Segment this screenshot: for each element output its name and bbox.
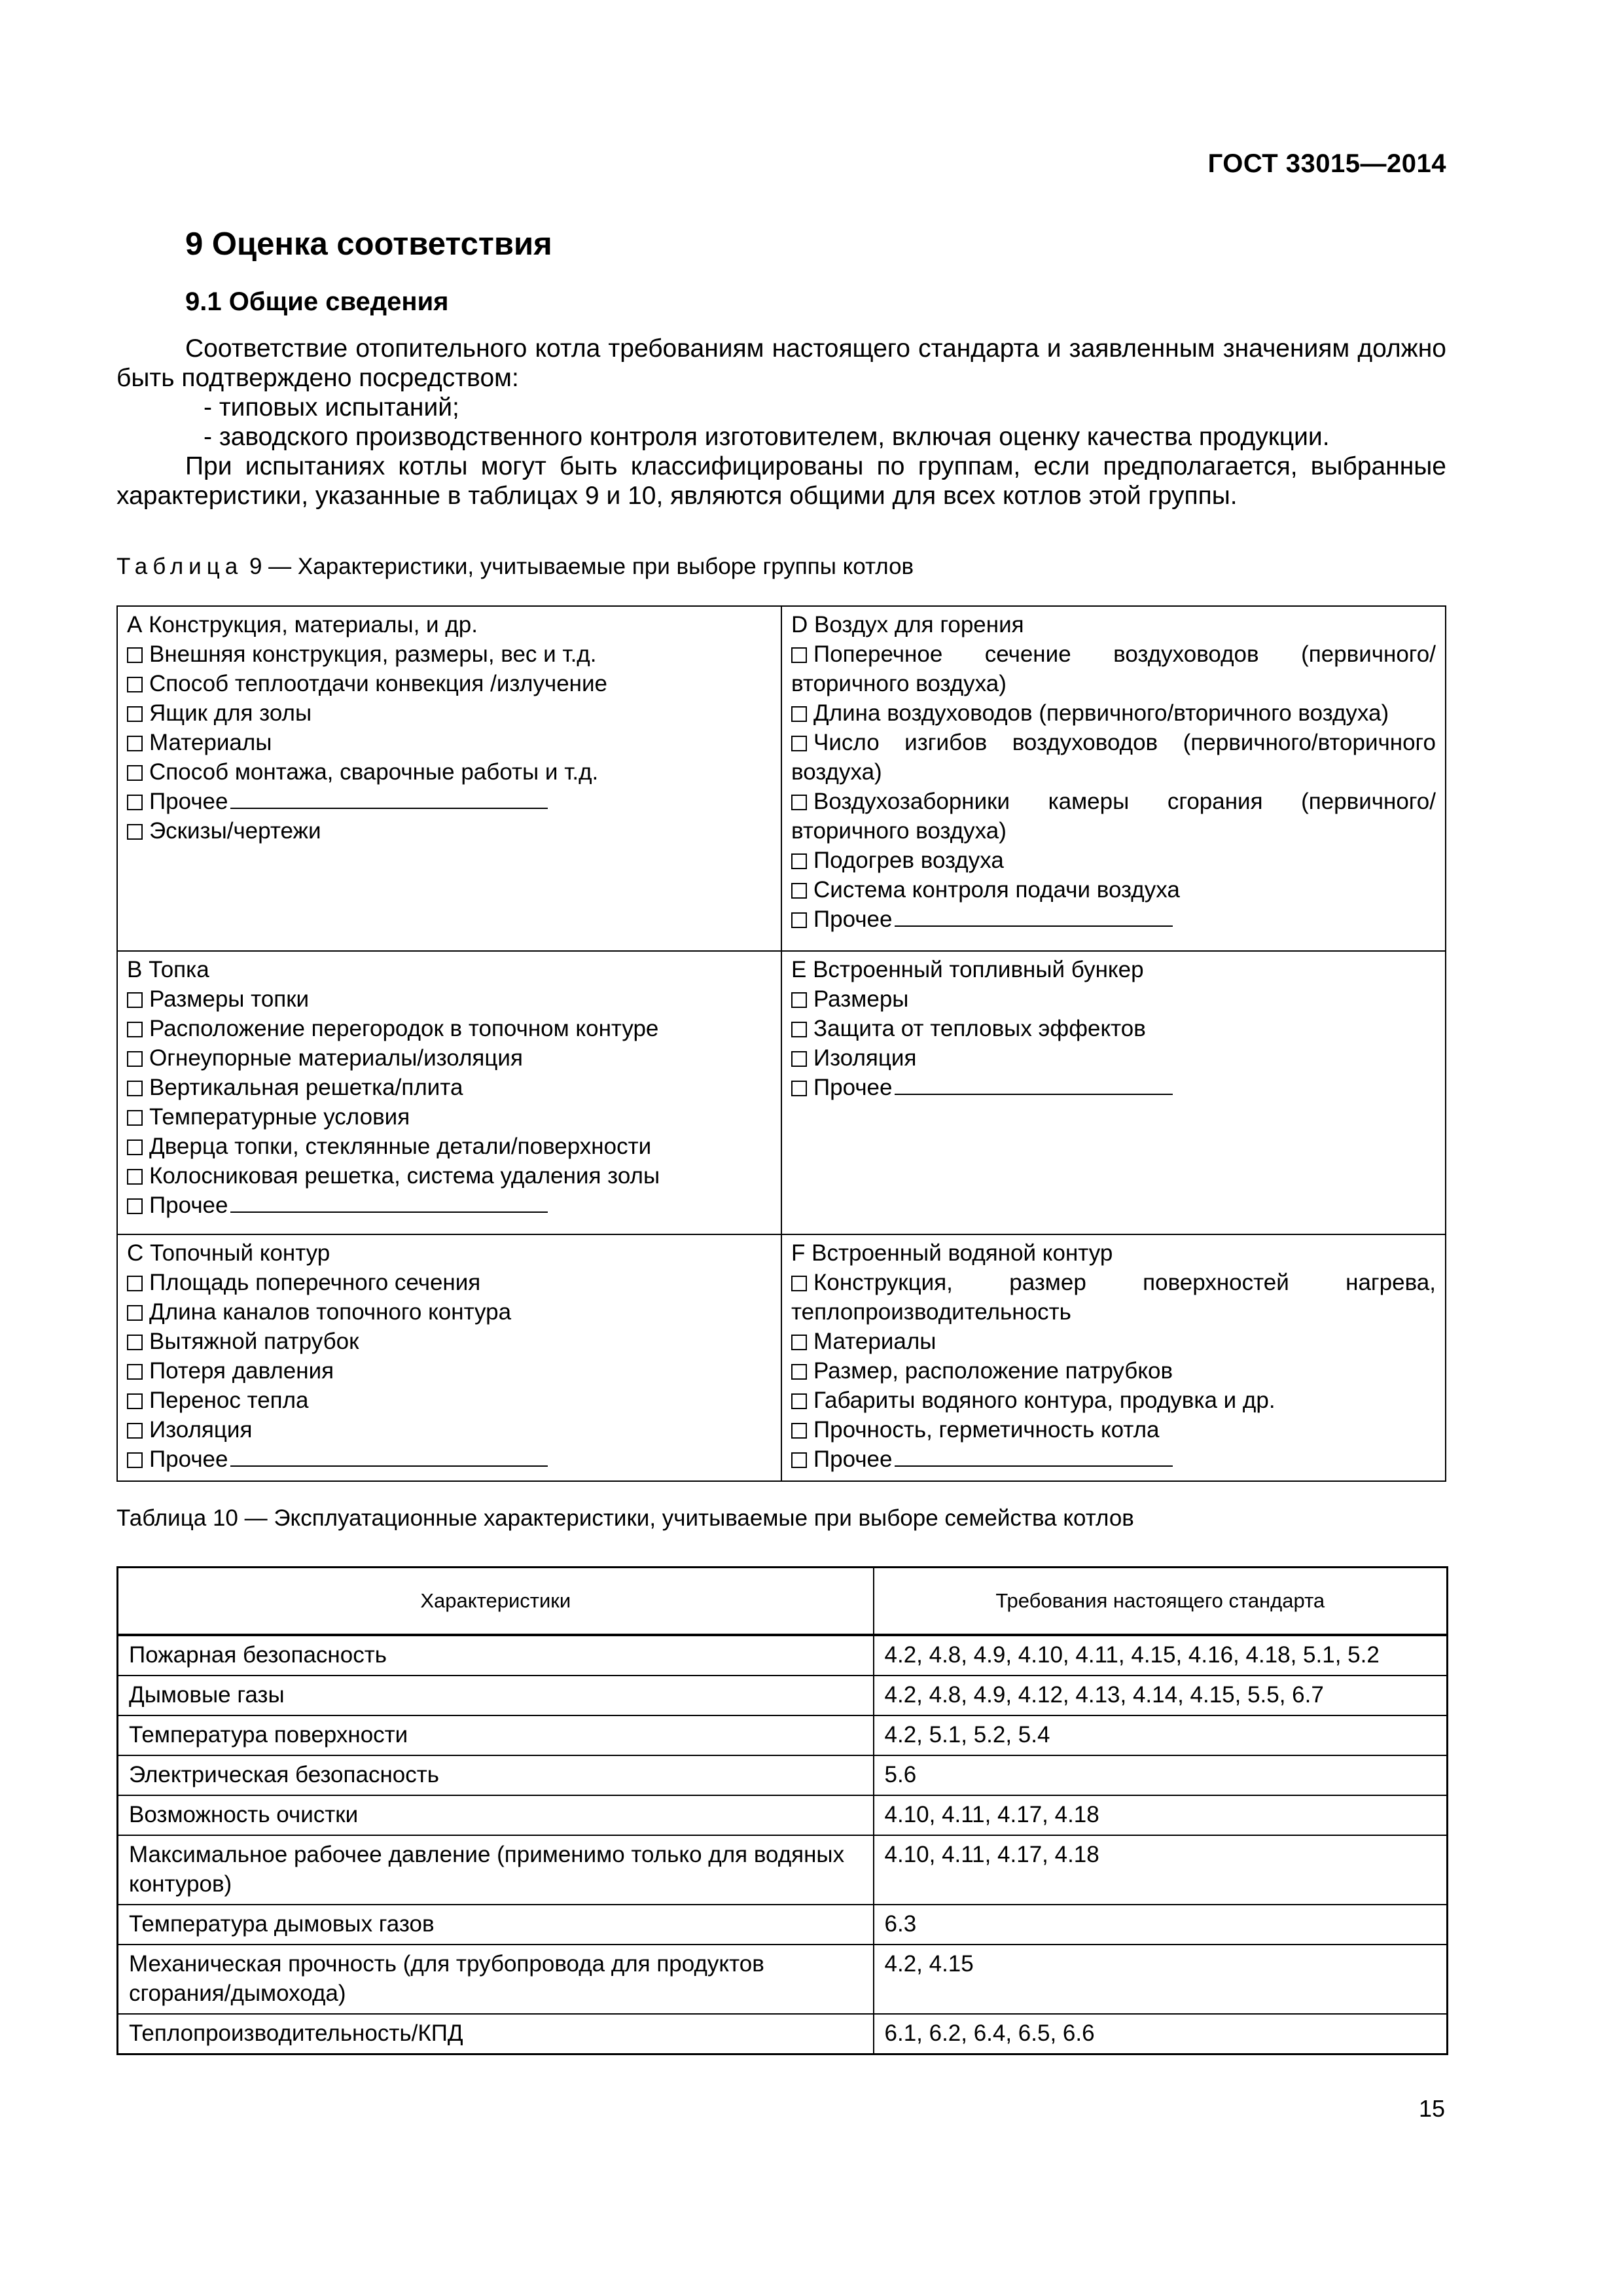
- checkbox-icon: [127, 824, 143, 840]
- checkbox-icon: [127, 1022, 143, 1037]
- checkbox-item: [127, 1415, 772, 1444]
- checkbox-item: [791, 984, 1436, 1014]
- checkbox-label: Материалы: [813, 1329, 936, 1354]
- table-row: [118, 1835, 1448, 1905]
- checkbox-item: [127, 1073, 772, 1102]
- fill-in-line: [895, 1094, 1173, 1095]
- checkbox-label: Колосниковая решетка, система удаления золы: [149, 1163, 660, 1189]
- checkbox-item: [791, 1327, 1436, 1356]
- fill-in-line: [230, 808, 548, 809]
- checkbox-icon: [127, 1276, 143, 1291]
- checkbox-label: Расположение перегородок в топочном контуре: [149, 1016, 659, 1041]
- checkbox-label: Прочее: [813, 906, 893, 932]
- checkbox-item: [791, 905, 1436, 934]
- checkbox-item: [791, 728, 1436, 787]
- characteristic-cell: Теплопроизводительность/КПД: [118, 2014, 874, 2054]
- characteristic-cell: Пожарная безопасность: [118, 1635, 874, 1676]
- requirement-cell: 6.3: [874, 1905, 1448, 1945]
- checkbox-item: [127, 984, 772, 1014]
- checkbox-item: [791, 1043, 1436, 1073]
- group-cell-c: [117, 1234, 781, 1481]
- checkbox-item: [127, 1161, 772, 1191]
- characteristic-cell: Дымовые газы: [118, 1676, 874, 1715]
- checkbox-icon: [791, 1051, 807, 1067]
- page-number: 15: [1418, 2095, 1445, 2122]
- requirement-cell: 5.6: [874, 1755, 1448, 1795]
- checkbox-item: [127, 1132, 772, 1161]
- table-row: [117, 951, 1446, 1234]
- table-10: [116, 1566, 1448, 2055]
- checkbox-icon: [127, 1169, 143, 1185]
- group-title: F Встроенный водяной контур: [791, 1240, 1113, 1266]
- characteristic-cell: Механическая прочность (для трубопровода для продуктов сгорания/дымохода): [118, 1945, 874, 2014]
- checkbox-icon: [791, 912, 807, 928]
- requirement-cell: 4.10, 4.11, 4.17, 4.18: [874, 1795, 1448, 1835]
- table9-caption: [116, 554, 914, 580]
- requirement-cell: 4.2, 4.15: [874, 1945, 1448, 2014]
- checkbox-icon: [791, 992, 807, 1008]
- checkbox-item: [127, 1444, 772, 1474]
- checkbox-item: [791, 1444, 1436, 1474]
- checkbox-label: Внешняя конструкция, размеры, вес и т.д.: [149, 641, 597, 667]
- checkbox-item: [791, 1386, 1436, 1415]
- checkbox-label: Ящик для золы: [149, 700, 312, 726]
- column-header-requirements: Требования настоящего стандарта: [874, 1568, 1448, 1636]
- checkbox-label: Вытяжной патрубок: [149, 1329, 359, 1354]
- checkbox-label: Перенос тепла: [149, 1388, 309, 1413]
- body-text: [116, 334, 1446, 511]
- checkbox-icon: [127, 1335, 143, 1350]
- group-cell-f: [781, 1234, 1446, 1481]
- requirement-cell: 4.10, 4.11, 4.17, 4.18: [874, 1835, 1448, 1905]
- checkbox-item: [791, 639, 1436, 698]
- requirement-cell: 4.2, 5.1, 5.2, 5.4: [874, 1715, 1448, 1755]
- requirement-cell: 6.1, 6.2, 6.4, 6.5, 6.6: [874, 2014, 1448, 2054]
- document-code: ГОСТ 33015—2014: [1207, 149, 1446, 178]
- checkbox-label: Площадь поперечного сечения: [149, 1270, 481, 1295]
- group-cell-a: [117, 606, 781, 951]
- checkbox-label: Прочность, герметичность котла: [813, 1417, 1160, 1443]
- checkbox-item: [127, 787, 772, 816]
- checkbox-icon: [791, 1022, 807, 1037]
- checkbox-item: [791, 1268, 1436, 1327]
- checkbox-icon: [791, 853, 807, 869]
- checkbox-icon: [791, 647, 807, 663]
- checkbox-icon: [127, 677, 143, 692]
- checkbox-item: [791, 1073, 1436, 1102]
- checkbox-icon: [127, 1081, 143, 1096]
- checkbox-item: [127, 639, 772, 669]
- checkbox-item: [127, 1327, 772, 1356]
- checkbox-icon: [127, 765, 143, 781]
- checkbox-icon: [791, 795, 807, 810]
- checkbox-label: Огнеупорные материалы/изоляция: [149, 1045, 523, 1071]
- checkbox-icon: [127, 992, 143, 1008]
- characteristic-cell: Электрическая безопасность: [118, 1755, 874, 1795]
- checkbox-item: [127, 1102, 772, 1132]
- checkbox-icon: [127, 1051, 143, 1067]
- checkbox-item: [127, 1268, 772, 1297]
- checkbox-label: Дверца топки, стеклянные детали/поверхности: [149, 1134, 652, 1159]
- table9-caption-word: Таблица: [116, 554, 243, 579]
- checkbox-label: Габариты водяного контура, продувка и др.: [813, 1388, 1275, 1413]
- checkbox-label: Длина воздуховодов (первичного/вторичного воздуха): [813, 700, 1389, 726]
- checkbox-label: Прочее: [149, 1193, 228, 1218]
- checkbox-label: Размер, расположение патрубков: [813, 1358, 1173, 1384]
- characteristic-cell: Максимальное рабочее давление (применимо только для водяных контуров): [118, 1835, 874, 1905]
- checkbox-item: [791, 787, 1436, 846]
- checkbox-icon: [791, 1335, 807, 1350]
- group-title: С Топочный контур: [127, 1240, 330, 1266]
- checkbox-label: Поперечное сечение воздуховодов (первичного/вторичного воздуха): [791, 641, 1436, 696]
- checkbox-item: [127, 1356, 772, 1386]
- checkbox-label: Воздухозаборники камеры сгорания (первичного/вторичного воздуха): [791, 789, 1436, 844]
- paragraph: Соответствие отопительного котла требованиям настоящего стандарта и заявленным значениям должно быть подтверждено посредством:: [116, 334, 1446, 392]
- column-header-characteristics: Характеристики: [118, 1568, 874, 1636]
- checkbox-label: Система контроля подачи воздуха: [813, 877, 1180, 903]
- characteristic-cell: Температура поверхности: [118, 1715, 874, 1755]
- section-title: 9 Оценка соответствия: [185, 226, 552, 262]
- table-row: [118, 2014, 1448, 2054]
- checkbox-label: Изоляция: [813, 1045, 917, 1071]
- fill-in-line: [895, 1465, 1173, 1467]
- checkbox-item: [791, 1356, 1436, 1386]
- checkbox-label: Прочее: [149, 789, 228, 814]
- checkbox-label: Эскизы/чертежи: [149, 818, 321, 844]
- checkbox-icon: [791, 1276, 807, 1291]
- checkbox-icon: [127, 1393, 143, 1409]
- checkbox-label: Число изгибов воздуховодов (первичного/вторичного воздуха): [791, 730, 1436, 785]
- characteristic-cell: Температура дымовых газов: [118, 1905, 874, 1945]
- checkbox-icon: [127, 647, 143, 663]
- group-title: Е Встроенный топливный бункер: [791, 957, 1144, 982]
- checkbox-label: Способ монтажа, сварочные работы и т.д.: [149, 759, 599, 785]
- checkbox-icon: [127, 1139, 143, 1155]
- checkbox-icon: [791, 1393, 807, 1409]
- checkbox-item: [127, 728, 772, 757]
- table-row: [118, 1905, 1448, 1945]
- checkbox-label: Потеря давления: [149, 1358, 334, 1384]
- checkbox-icon: [791, 1452, 807, 1468]
- checkbox-item: [127, 1191, 772, 1220]
- checkbox-item: [791, 875, 1436, 905]
- checkbox-label: Размеры: [813, 986, 909, 1012]
- checkbox-item: [127, 698, 772, 728]
- checkbox-label: Вертикальная решетка/плита: [149, 1075, 463, 1100]
- checkbox-label: Изоляция: [149, 1417, 253, 1443]
- checkbox-item: [127, 1297, 772, 1327]
- checkbox-icon: [791, 1423, 807, 1439]
- checkbox-icon: [127, 736, 143, 751]
- checkbox-icon: [127, 795, 143, 810]
- group-cell-e: [781, 951, 1446, 1234]
- checkbox-label: Прочее: [813, 1075, 893, 1100]
- table-row: [117, 606, 1446, 951]
- requirement-cell: 4.2, 4.8, 4.9, 4.10, 4.11, 4.15, 4.16, 4.18, 5.1, 5.2: [874, 1635, 1448, 1676]
- checkbox-label: Длина каналов топочного контура: [149, 1299, 512, 1325]
- checkbox-item: [791, 698, 1436, 728]
- fill-in-line: [230, 1465, 548, 1467]
- checkbox-icon: [127, 1198, 143, 1214]
- checkbox-icon: [791, 706, 807, 722]
- table-row: [118, 1715, 1448, 1755]
- checkbox-icon: [127, 1423, 143, 1439]
- checkbox-label: Подогрев воздуха: [813, 848, 1004, 873]
- checkbox-label: Защита от тепловых эффектов: [813, 1016, 1146, 1041]
- characteristic-cell: Возможность очистки: [118, 1795, 874, 1835]
- checkbox-label: Прочее: [813, 1446, 893, 1472]
- checkbox-icon: [127, 1110, 143, 1126]
- checkbox-item: [127, 1014, 772, 1043]
- checkbox-icon: [791, 736, 807, 751]
- table-9: [116, 605, 1446, 1482]
- checkbox-item: [791, 1415, 1436, 1444]
- paragraph: При испытаниях котлы могут быть классифицированы по группам, если предполагается, выбранные характеристики, указанные в таблицах 9 и 10, являются общими для всех котлов этой группы.: [116, 452, 1446, 510]
- checkbox-label: Конструкция, размер поверхностей нагрева, теплопроизводительность: [791, 1270, 1436, 1325]
- table10-caption: Таблица 10 — Эксплуатационные характеристики, учитываемые при выборе семейства котлов: [116, 1505, 1134, 1531]
- checkbox-icon: [127, 706, 143, 722]
- fill-in-line: [230, 1211, 548, 1213]
- checkbox-icon: [791, 1364, 807, 1380]
- checkbox-item: [791, 1014, 1436, 1043]
- checkbox-label: Материалы: [149, 730, 272, 755]
- list-item: - заводского производственного контроля изготовителем, включая оценку качества продукции.: [204, 423, 1330, 451]
- checkbox-icon: [791, 883, 807, 899]
- table9-caption-text: 9 — Характеристики, учитываемые при выборе группы котлов: [249, 554, 914, 579]
- table-row: [118, 1945, 1448, 2014]
- checkbox-icon: [127, 1364, 143, 1380]
- table-header-row: [118, 1568, 1448, 1636]
- table-row: [118, 1755, 1448, 1795]
- table-row: [118, 1676, 1448, 1715]
- checkbox-item: [127, 669, 772, 698]
- checkbox-item: [127, 757, 772, 787]
- checkbox-icon: [127, 1452, 143, 1468]
- table-row: [118, 1795, 1448, 1835]
- checkbox-icon: [127, 1305, 143, 1321]
- checkbox-label: Размеры топки: [149, 986, 310, 1012]
- checkbox-item: [127, 1043, 772, 1073]
- subsection-title: 9.1 Общие сведения: [185, 287, 449, 316]
- checkbox-item: [791, 846, 1436, 875]
- checkbox-item: [127, 816, 772, 846]
- checkbox-label: Способ теплоотдачи конвекция /излучение: [149, 671, 607, 696]
- group-cell-b: [117, 951, 781, 1234]
- table-row: [117, 1234, 1446, 1481]
- group-cell-d: [781, 606, 1446, 951]
- list-item: - типовых испытаний;: [204, 393, 459, 422]
- checkbox-item: [127, 1386, 772, 1415]
- group-title: А Конструкция, материалы, и др.: [127, 612, 478, 637]
- fill-in-line: [895, 925, 1173, 927]
- table-row: [118, 1635, 1448, 1676]
- group-title: В Топка: [127, 957, 209, 982]
- checkbox-label: Температурные условия: [149, 1104, 410, 1130]
- group-title: D Воздух для горения: [791, 612, 1024, 637]
- requirement-cell: 4.2, 4.8, 4.9, 4.12, 4.13, 4.14, 4.15, 5.5, 6.7: [874, 1676, 1448, 1715]
- checkbox-label: Прочее: [149, 1446, 228, 1472]
- checkbox-icon: [791, 1081, 807, 1096]
